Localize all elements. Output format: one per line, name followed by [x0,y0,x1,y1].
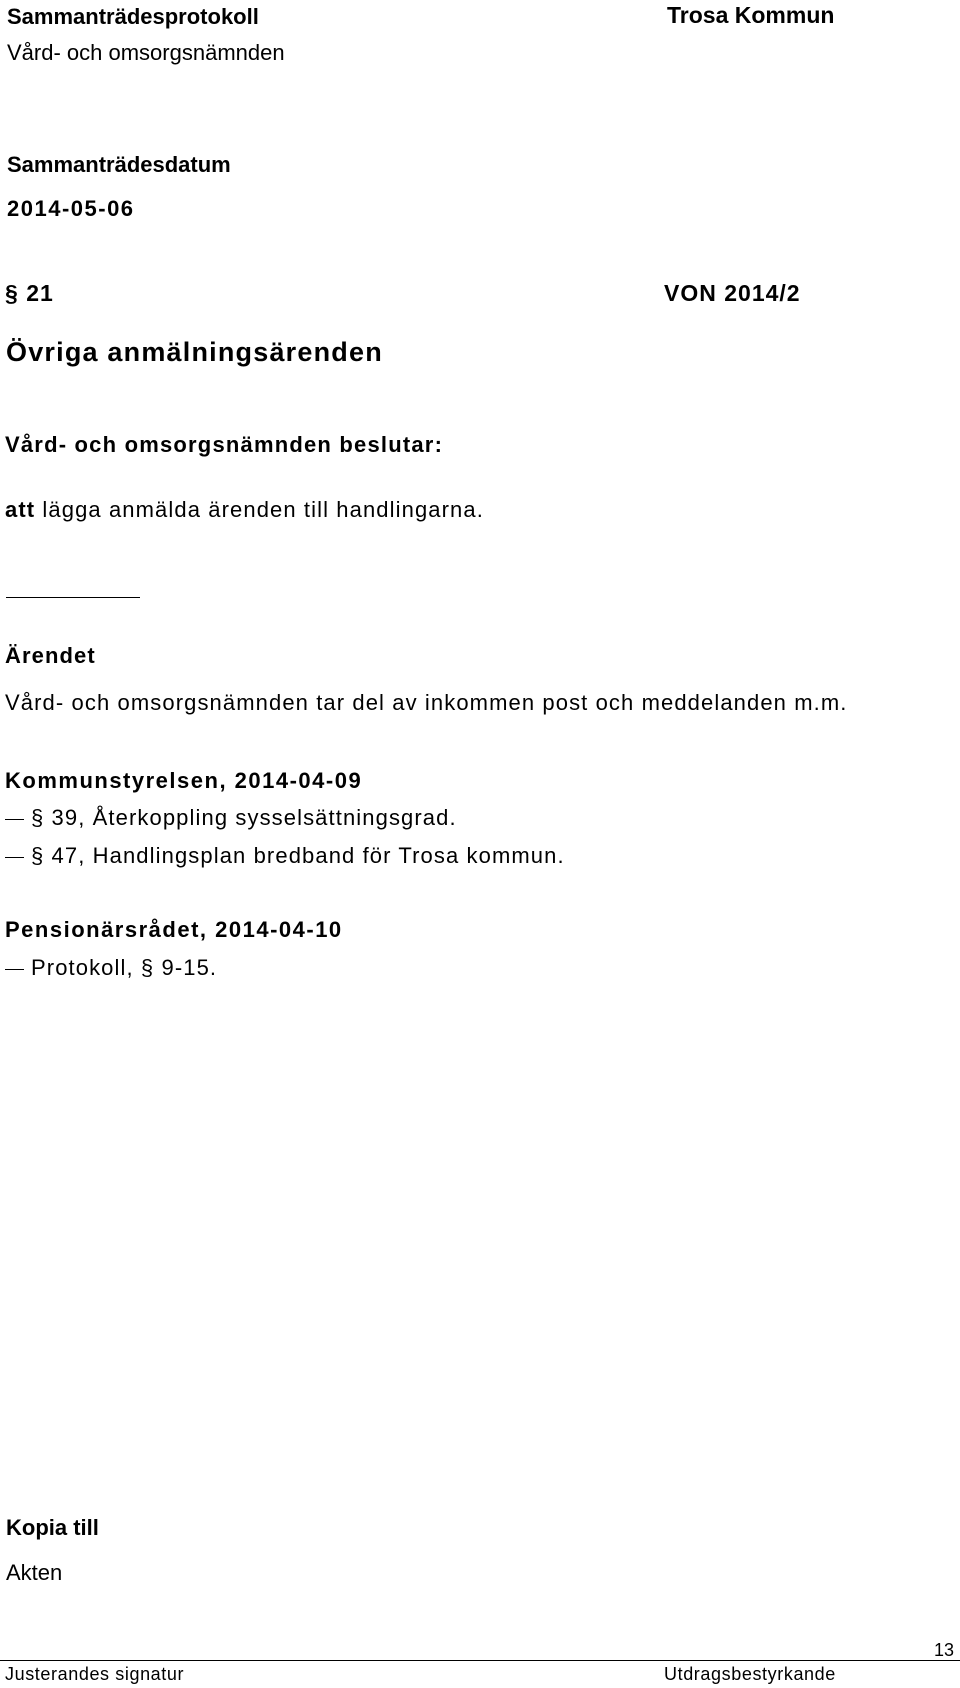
decision-body: lägga anmälda ärenden till handlingarna. [35,497,484,522]
decision-text [5,497,484,523]
paragraph-number-value: 21 [26,280,54,306]
dash-bullet [5,819,24,820]
case-reference: VON 2014/2 [664,280,801,306]
organization-name: Trosa Kommun [667,2,835,28]
list-item-text: 47, Handlingsplan bredband för Trosa kommun. [44,843,565,868]
document-type: Sammanträdesprotokoll [7,4,259,29]
page-number: 13 [934,1640,955,1660]
matter-text: Vård- och omsorgsnämnden tar del av inkommen post och meddelanden m.m. [5,690,848,715]
paragraph-symbol: § [31,805,45,830]
list-item [5,843,565,869]
paragraph-symbol: § [140,955,155,980]
signature-label: Justerandes signatur [5,1664,185,1684]
decision-lead: Vård- och omsorgsnämnden beslutar: [5,432,444,457]
section-divider [6,597,140,598]
paragraph-symbol: § [31,843,45,868]
footer-divider [0,1660,960,1661]
dash-bullet [5,857,24,858]
committee-name: Vård- och omsorgsnämnden [7,40,285,65]
item-title: Övriga anmälningsärenden [6,337,383,367]
certification-label: Utdragsbestyrkande [664,1664,836,1684]
group-heading-pensionarsradet: Pensionärsrådet, 2014-04-10 [5,917,343,942]
list-item [5,955,217,981]
copy-to-recipient: Akten [6,1560,63,1585]
group-heading-kommunstyrelsen: Kommunstyrelsen, 2014-04-09 [5,768,363,793]
paragraph-symbol: § [5,280,19,306]
list-item-prefix: Protokoll, [31,955,141,980]
dash-bullet [5,969,24,970]
decision-att: att [5,497,36,522]
meeting-date-label: Sammanträdesdatum [7,152,231,177]
list-item [5,805,457,831]
matter-heading: Ärendet [5,643,96,668]
list-item-text: 39, Återkoppling sysselsättningsgrad. [44,805,457,830]
meeting-date: 2014-05-06 [7,196,135,221]
copy-to-label: Kopia till [6,1515,99,1540]
paragraph-number [5,280,54,307]
list-item-text: 9-15. [154,955,218,980]
